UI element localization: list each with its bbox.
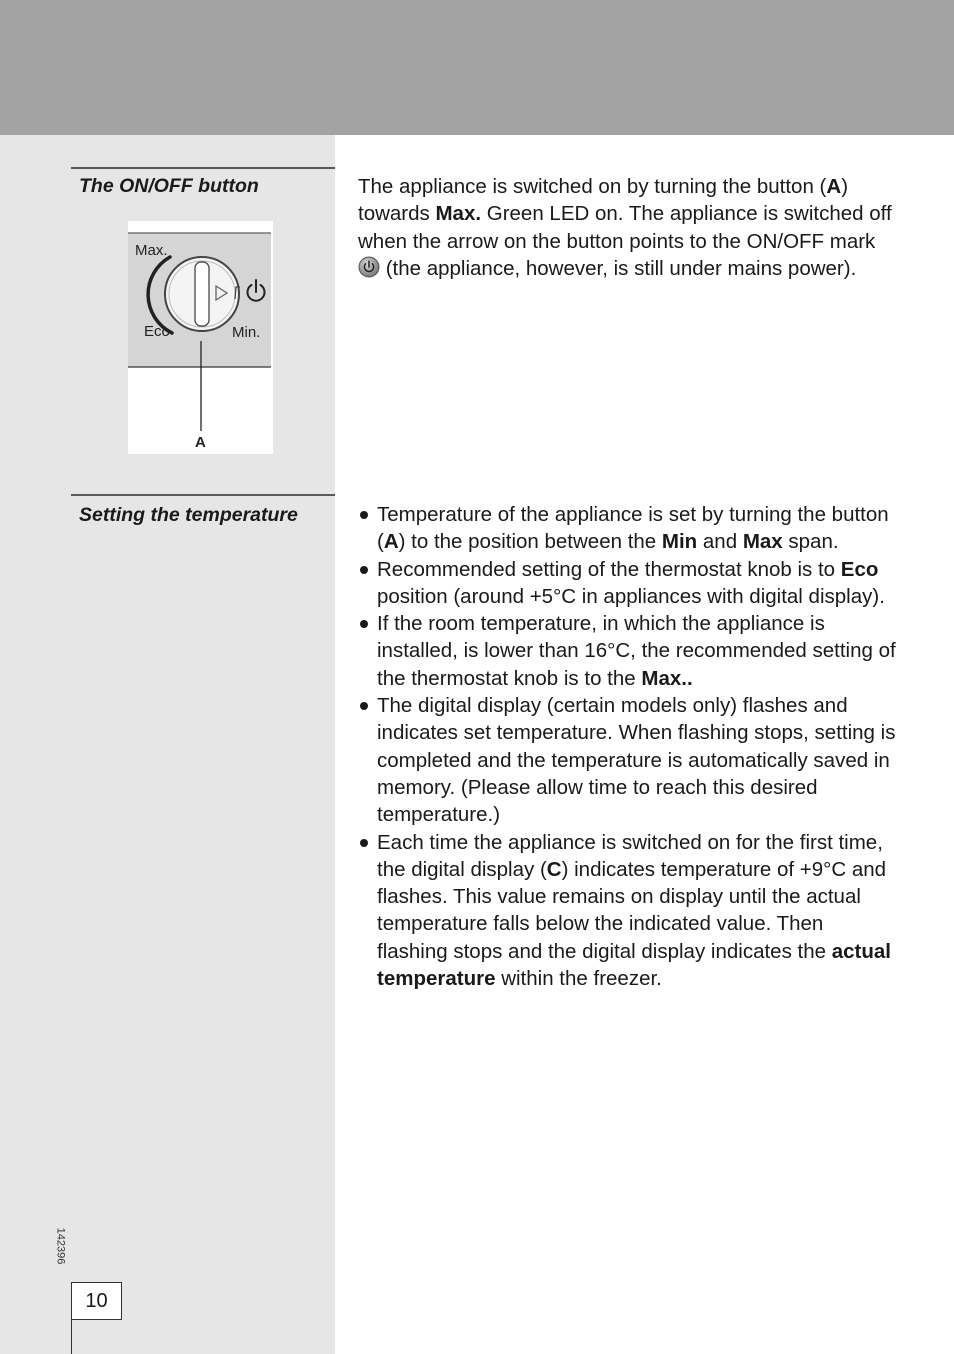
min-label: Min.	[232, 324, 261, 341]
list-item: Temperature of the appliance is set by turning the button (A) to the position between the Min and Max span.	[358, 501, 898, 556]
list-item: Recommended setting of the thermostat knob is to Eco position (around +5°C in appliances with digital display).	[358, 556, 898, 611]
onoff-paragraph: The appliance is switched on by turning the button (A) towards Max. Green LED on. The appliance is switched off when the arrow on the button points to the ON/OFF mark (the appliance, however, is still under mains power).	[358, 175, 892, 280]
max-label: Max.	[135, 242, 168, 259]
thermostat-knob-figure	[128, 221, 273, 454]
eco-label: Eco	[144, 323, 170, 340]
page-number-tick	[71, 1318, 72, 1354]
heading-onoff: The ON/OFF button	[79, 175, 259, 197]
page-number: 10	[71, 1282, 122, 1320]
header-band	[0, 0, 954, 135]
heading-temperature: Setting the temperature	[79, 504, 298, 526]
section-rule-onoff	[71, 167, 335, 169]
list-item: If the room temperature, in which the appliance is installed, is lower than 16°C, the recommended setting of the thermostat knob is to the Max..	[358, 610, 898, 692]
document-code: 142396	[54, 1227, 67, 1265]
power-icon	[358, 256, 380, 278]
callout-a: A	[195, 434, 206, 451]
list-item: The digital display (certain models only) flashes and indicates set temperature. When flashing stops, setting is completed and the temperature is automatically saved in memory. (Please allow time to reach this desired temperature.)	[358, 692, 898, 828]
temperature-bullet-list	[358, 501, 898, 992]
section-rule-temperature	[71, 494, 335, 496]
list-item: Each time the appliance is switched on for the first time, the digital display (C) indicates temperature of +9°C and flashes. This value remains on display until the actual temperature falls below the indicated value. Then flashing stops and the digital display indicates the actual temperature within the freezer.	[358, 829, 898, 993]
